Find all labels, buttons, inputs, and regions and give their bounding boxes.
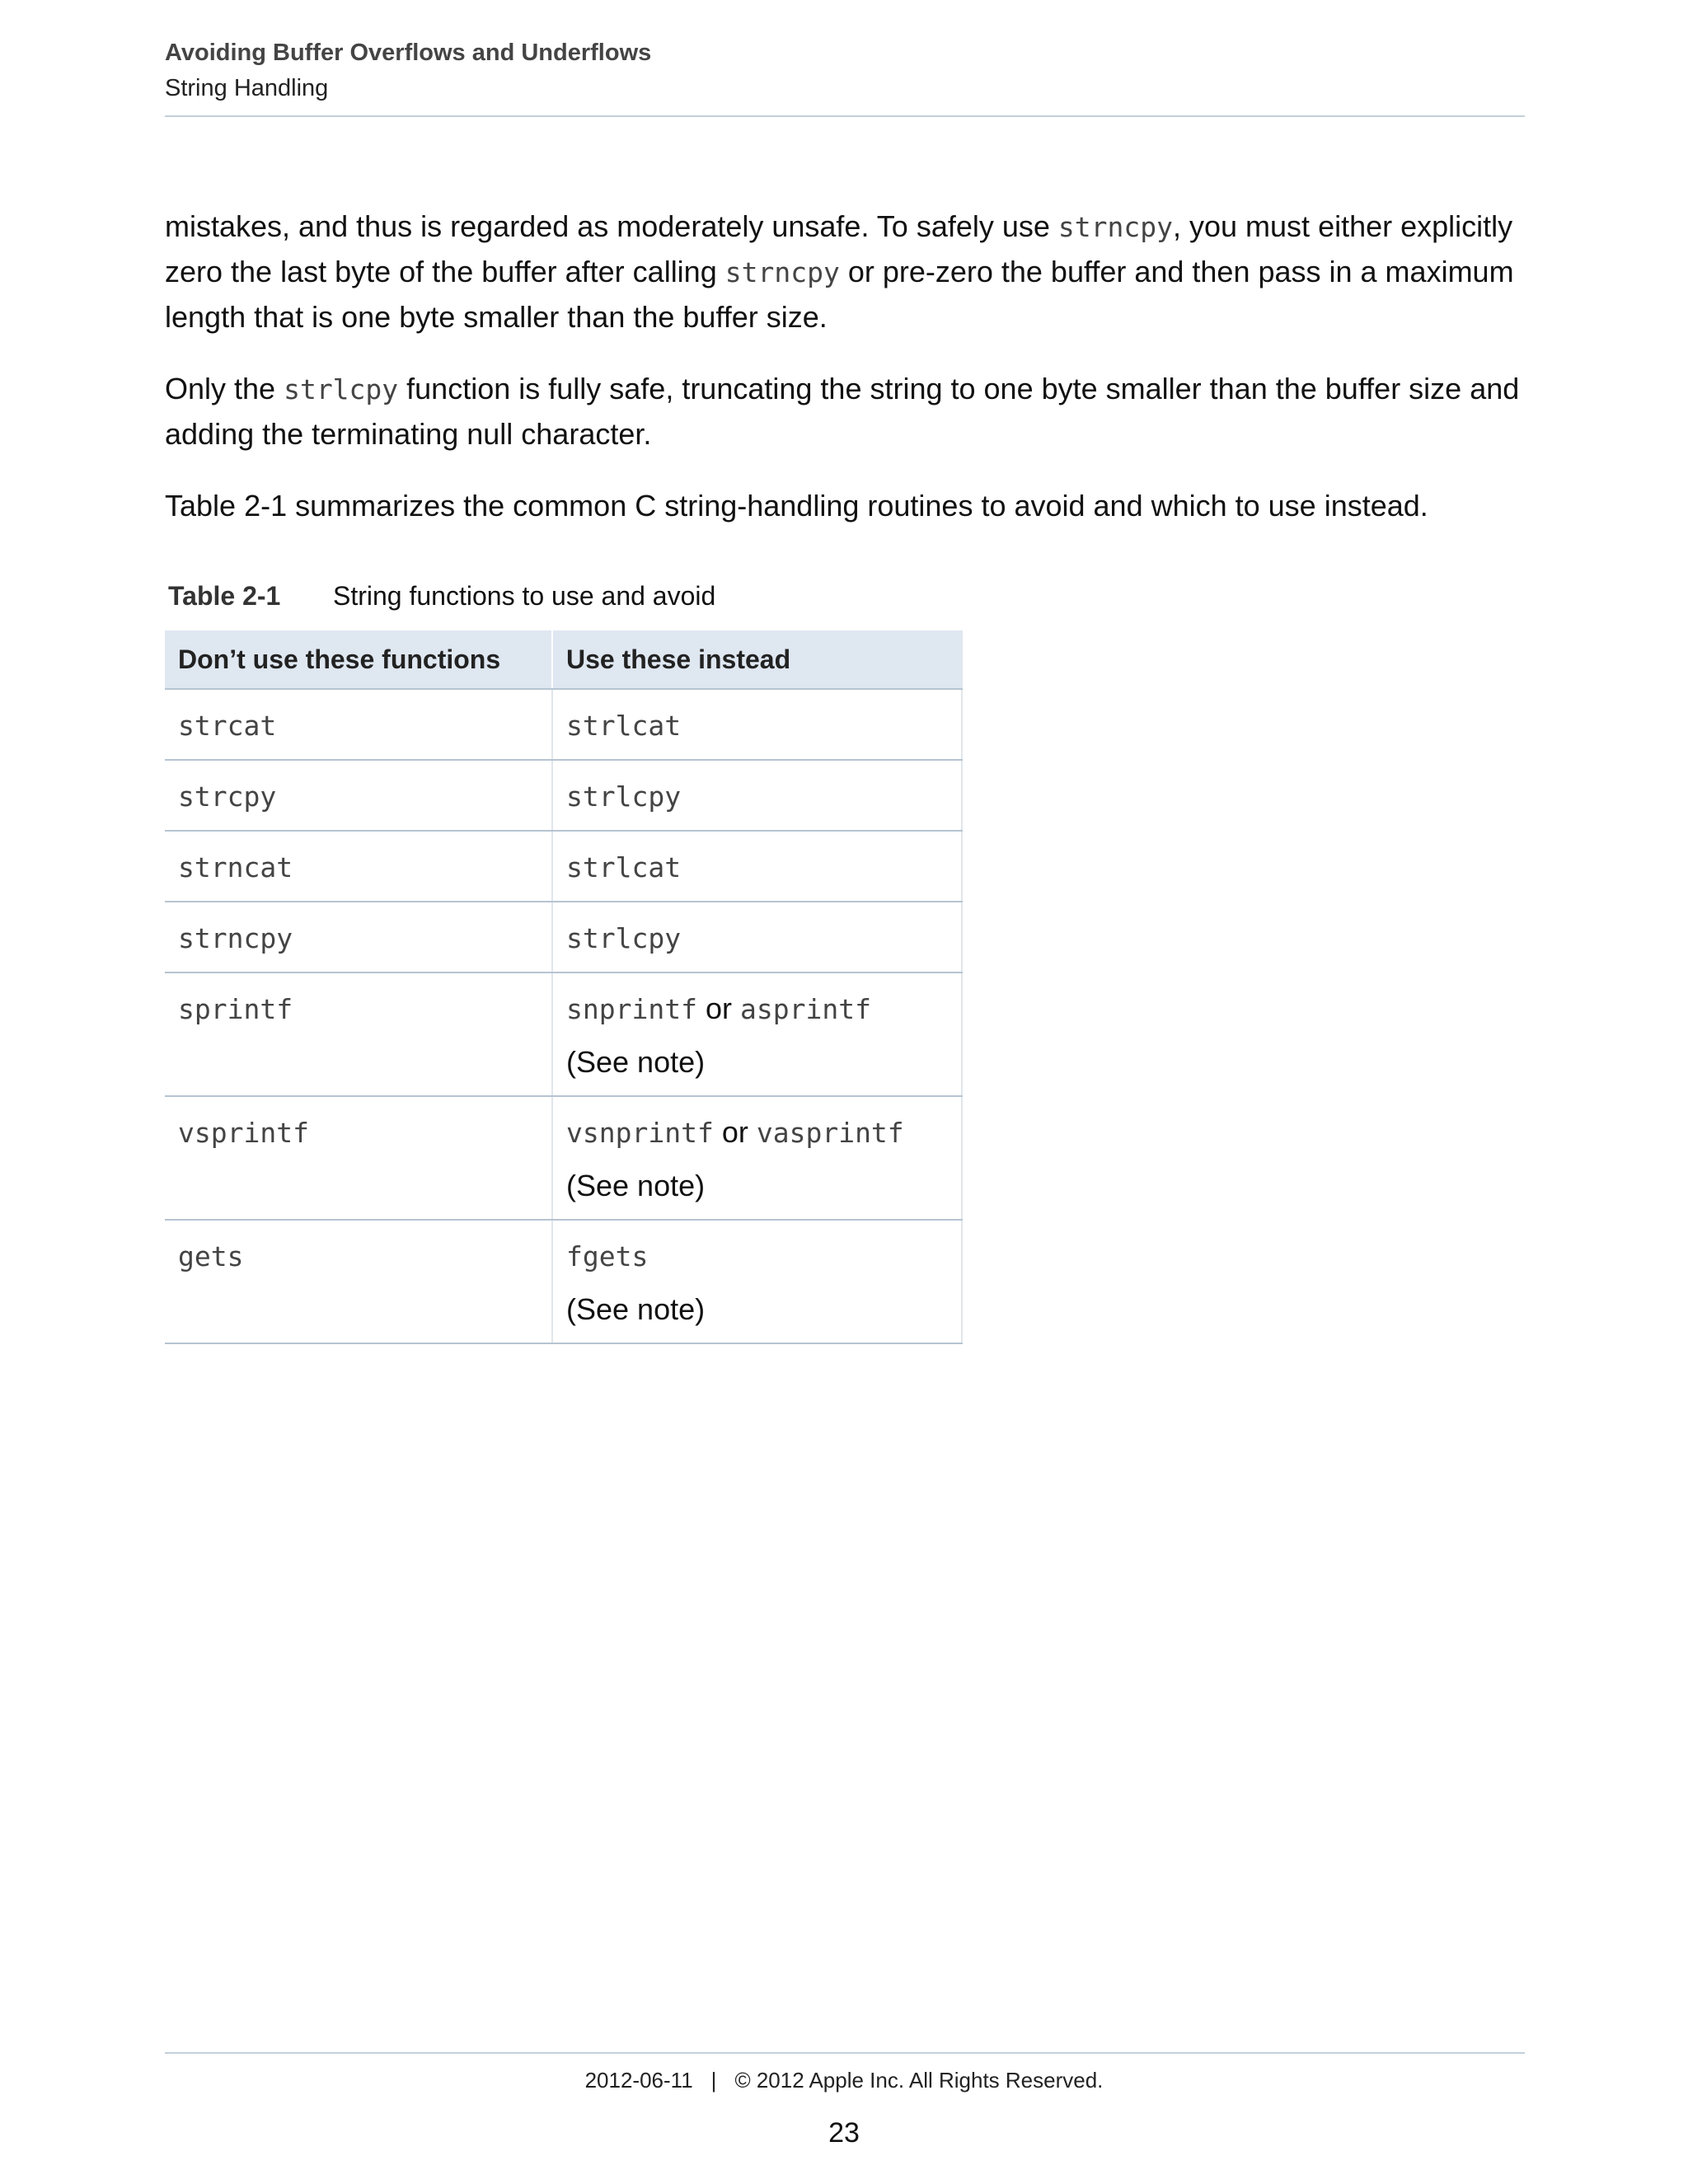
- avoid-cell: [165, 902, 552, 972]
- avoid-cell: [165, 1220, 552, 1343]
- function-name-alt: asprintf: [740, 993, 871, 1025]
- function-name: strlcat: [566, 851, 682, 883]
- table-row: [165, 760, 962, 831]
- paragraph-3: Table 2-1 summarizes the common C string-handling routines to avoid and which to use instead.: [165, 489, 1428, 523]
- function-name: strlcat: [566, 710, 682, 742]
- inline-code: strlcpy: [284, 373, 399, 405]
- function-name: gets: [178, 1240, 244, 1272]
- text-run: mistakes, and thus is regarded as moderately unsafe. To safely use: [165, 209, 1058, 243]
- table-caption-number: Table 2-1: [168, 581, 281, 611]
- table-caption-title: String functions to use and avoid: [333, 581, 716, 611]
- table-row: [165, 689, 962, 760]
- inline-code: strncpy: [724, 256, 840, 288]
- function-name: vsnprintf: [566, 1117, 714, 1149]
- function-name: strncat: [178, 851, 293, 883]
- use-cell: [552, 760, 962, 831]
- function-name: sprintf: [178, 993, 293, 1025]
- string-functions-table: [165, 630, 963, 1344]
- table-caption: [168, 577, 715, 615]
- table-row: [165, 902, 962, 972]
- section-title: String Handling: [165, 75, 329, 101]
- function-name: strcat: [178, 710, 277, 742]
- function-name: fgets: [566, 1240, 649, 1272]
- table-header-row: [165, 630, 962, 689]
- paragraph-1: [165, 204, 1525, 340]
- inline-code: strncpy: [1057, 211, 1173, 243]
- text-run: , you must either explicitly zero the last byte of the buffer after calling: [165, 209, 1513, 288]
- body-text: [165, 204, 1525, 555]
- use-cell: [552, 972, 962, 1096]
- text-run: or pre-zero the buffer and then pass in a maximum length that is one byte smaller than the buffer size.: [165, 255, 1514, 334]
- footer-copyright: © 2012 Apple Inc. All Rights Reserved.: [734, 2068, 1104, 2093]
- function-name: strlcpy: [566, 922, 682, 954]
- avoid-cell: [165, 689, 552, 760]
- conjunction: or: [721, 1115, 748, 1149]
- see-note: (See note): [566, 1045, 706, 1079]
- table-row: [165, 1220, 962, 1343]
- conjunction: or: [705, 991, 732, 1025]
- table-row: [165, 1096, 962, 1220]
- table-row: [165, 831, 962, 902]
- use-cell: [552, 831, 962, 902]
- function-name: strncpy: [178, 922, 293, 954]
- see-note: (See note): [566, 1169, 706, 1202]
- footer-date: 2012-06-11: [584, 2068, 693, 2093]
- use-cell: [552, 902, 962, 972]
- footer-divider: [165, 2052, 1525, 2054]
- avoid-cell: [165, 760, 552, 831]
- footer: [0, 2065, 1688, 2095]
- paragraph-2: [165, 367, 1525, 457]
- table-row: [165, 972, 962, 1096]
- text-run: function is fully safe, truncating the string to one byte smaller than the buffer size and adding the terminating null character.: [165, 372, 1520, 451]
- avoid-cell: [165, 1096, 552, 1220]
- text-run: Only the: [165, 372, 284, 405]
- header-use: Use these instead: [552, 630, 962, 689]
- header-avoid: Don’t use these functions: [165, 630, 552, 689]
- footer-separator: |: [710, 2068, 717, 2093]
- avoid-cell: [165, 831, 552, 902]
- function-name: strlcpy: [566, 780, 682, 813]
- see-note: (See note): [566, 1292, 706, 1326]
- page-header: [165, 36, 1525, 117]
- chapter-title: Avoiding Buffer Overflows and Underflows: [165, 40, 652, 66]
- function-name: strcpy: [178, 780, 277, 813]
- avoid-cell: [165, 972, 552, 1096]
- use-cell: [552, 1096, 962, 1220]
- use-cell: [552, 1220, 962, 1343]
- use-cell: [552, 689, 962, 760]
- function-name: vsprintf: [178, 1117, 309, 1149]
- function-name: snprintf: [566, 993, 697, 1025]
- page-number: 23: [828, 2117, 860, 2149]
- function-name-alt: vasprintf: [756, 1117, 904, 1149]
